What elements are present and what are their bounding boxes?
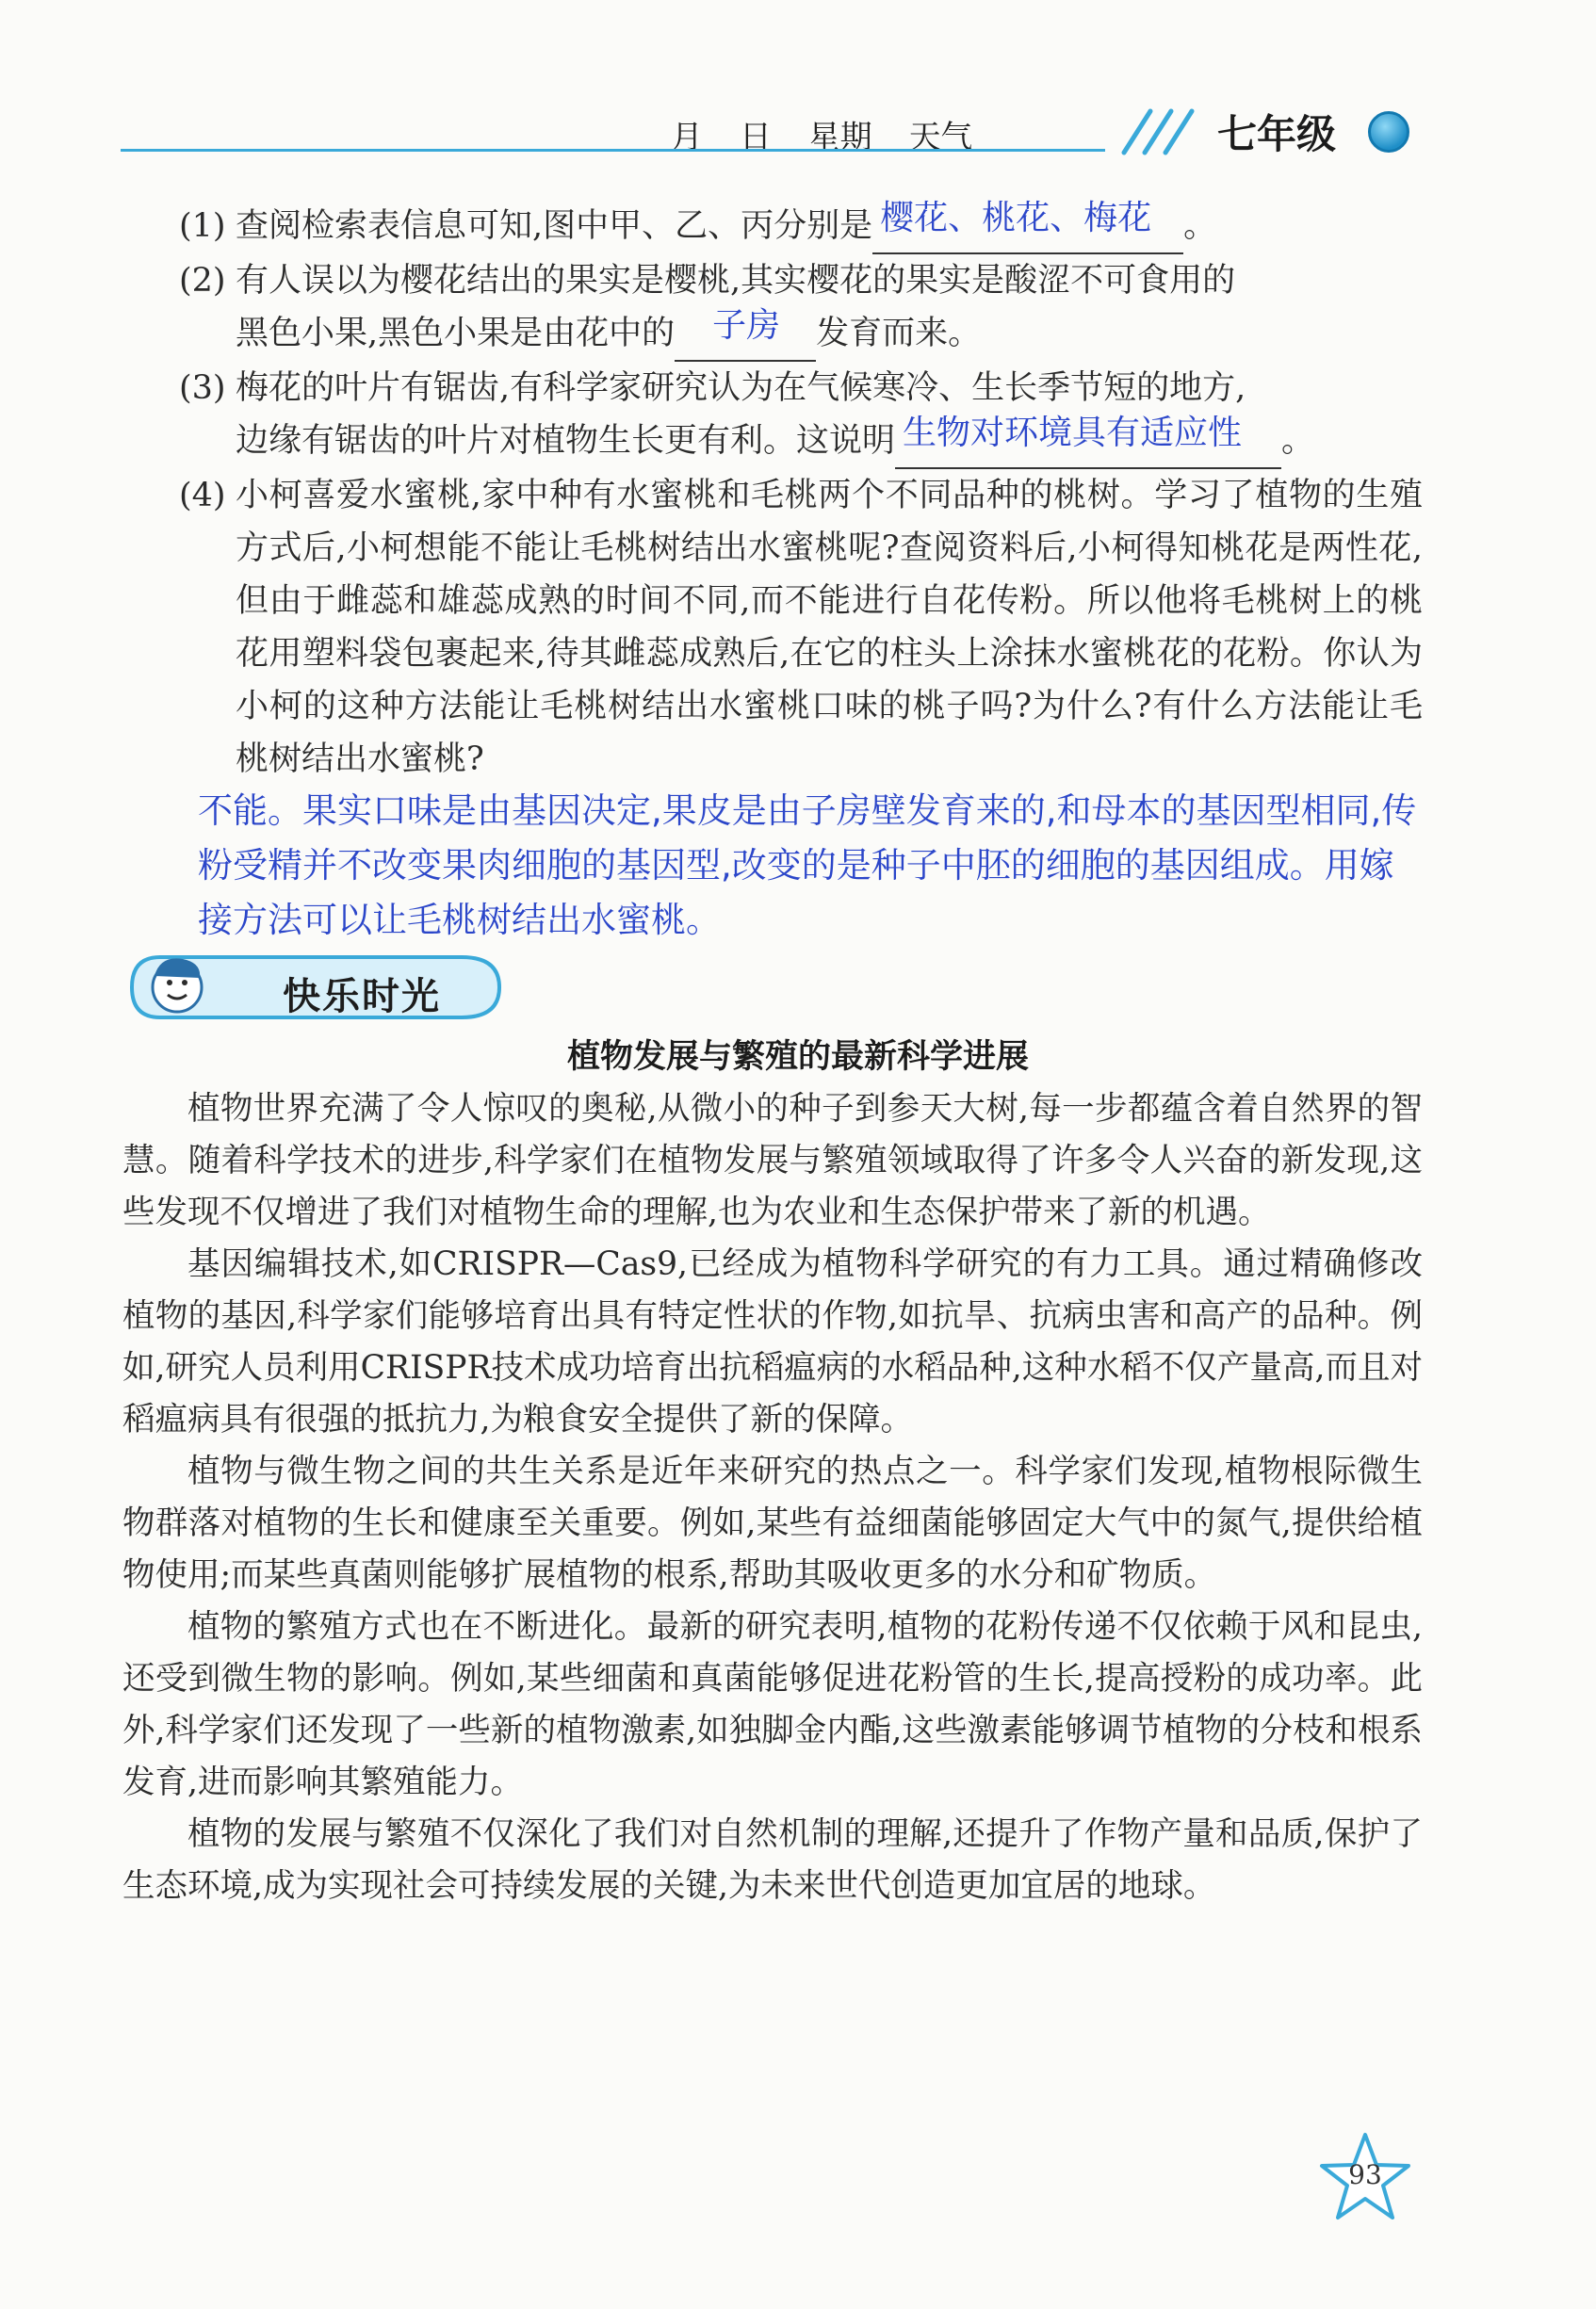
slash-decoration-icon xyxy=(1116,106,1201,158)
grade-label: 七年级 xyxy=(1217,111,1337,157)
header-weather: 天气 xyxy=(908,119,973,156)
handwritten-answer: 樱花、桃花、梅花 xyxy=(880,199,1152,237)
handwritten-answer-4: 不能。果实口味是由基因决定,果皮是由子房壁发育来的,和母本的基因型相同,传粉受精并不改变果肉细胞的基因型,改变的是种子中胚的细胞的基因组成。用嫁接方法可以让毛桃树结出水蜜桃。 xyxy=(198,790,1417,940)
question-text: 查阅检索表信息可知,图中甲、乙、丙分别是 xyxy=(236,207,873,245)
question-text: 黑色小果,黑色小果是由花中的 xyxy=(236,315,676,352)
answer-blank xyxy=(675,307,816,362)
article-paragraph: 植物与微生物之间的共生关系是近年来研究的热点之一。科学家们发现,植物根际微生物群落对植物的生长和健康至关重要。例如,某些有益细菌能够固定大气中的氮气,提供给植物使用;而某些真菌则能够扩展植物的根系,帮助其吸收更多的水分和矿物质。 xyxy=(122,1453,1423,1594)
page-number: 93 xyxy=(1348,2159,1382,2190)
header-day: 日 xyxy=(739,119,772,156)
question-3: (3) 梅花的叶片有锯齿,有科学家研究认为在气候寒冷、生长季节短的地方, 边缘有锯齿的叶片对植物生长更有利。这说明 生物对环境具有适应性 。 xyxy=(179,362,1423,469)
handwritten-answer: 生物对环境具有适应性 xyxy=(903,414,1243,452)
question-text: 小柯喜爱水蜜桃,家中种有水蜜桃和毛桃两个不同品种的桃树。学习了植物的生殖方式后,小柯想能不能让毛桃树结出水蜜桃呢?查阅资料后,小柯得知桃花是两性花,但由于雌蕊和雄蕊成熟的时间不同,而不能进行自花传粉。所以他将毛桃树上的桃花用塑料袋包裹起来,待其雌蕊成熟后,在它的柱头上涂抹水蜜桃花的花粉。你认为小柯的这种方法能让毛桃树结出水蜜桃口味的桃子吗?为什么?有什么方法能让毛桃树结出水蜜桃? xyxy=(236,477,1423,778)
article-paragraph: 植物世界充满了令人惊叹的奥秘,从微小的种子到参天大树,每一步都蕴含着自然界的智慧。随着科学技术的进步,科学家们在植物发展与繁殖领域取得了许多令人兴奋的新发现,这些发现不仅增进了我们对植物生命的理解,也为农业和生态保护带来了新的机遇。 xyxy=(122,1090,1423,1231)
article-paragraph: 基因编辑技术,如CRISPR—Cas9,已经成为植物科学研究的有力工具。通过精确修改植物的基因,科学家们能够培育出具有特定性状的作物,如抗旱、抗病虫害和高产的品种。例如,研究人员利用CRISPR技术成功培育出抗稻瘟病的水稻品种,这种水稻不仅产量高,而且对稻瘟病具有很强的抵抗力,为粮食安全提供了新的保障。 xyxy=(122,1245,1423,1439)
section-title: 快乐时光 xyxy=(283,975,441,1018)
question-number: (4) xyxy=(179,477,226,514)
answer-blank xyxy=(872,200,1183,254)
header-month: 月 xyxy=(671,119,703,156)
article-body xyxy=(122,1083,1423,1912)
question-1: (1) 查阅检索表信息可知,图中甲、乙、丙分别是 樱花、桃花、梅花 。 xyxy=(179,200,1423,254)
header-rule xyxy=(121,149,1105,152)
question-4 xyxy=(179,469,1423,786)
header-weekday: 星期 xyxy=(807,119,872,156)
question-number: (3) xyxy=(179,369,226,407)
question-number: (1) xyxy=(179,207,226,245)
answer-blank xyxy=(895,415,1281,469)
article-paragraph: 植物的发展与繁殖不仅深化了我们对自然机制的理解,还提升了作物产量和品质,保护了生态环境,成为实现社会可持续发展的关键,为未来世代创造更加宜居的地球。 xyxy=(122,1815,1423,1905)
article-paragraph: 植物的繁殖方式也在不断进化。最新的研究表明,植物的花粉传递不仅依赖于风和昆虫,还受到微生物的影响。例如,某些细菌和真菌能够促进花粉管的生长,提高授粉的成功率。此外,科学家们还发现了一些新的植物激素,如独脚金内酯,这些激素能够调节植物的分枝和根系发育,进而影响其繁殖能力。 xyxy=(122,1608,1423,1801)
handwritten-answer: 子房 xyxy=(712,306,781,345)
article-title: 植物发展与繁殖的最新科学进展 xyxy=(566,1038,1029,1076)
grade-dot-icon xyxy=(1368,111,1409,153)
question-number: (2) xyxy=(179,262,226,300)
question-text: 有人误以为樱花结出的果实是樱桃,其实樱花的果实是酸涩不可食用的 xyxy=(236,262,1236,300)
question-text: 边缘有锯齿的叶片对植物生长更有利。这说明 xyxy=(236,422,896,460)
question-text: 梅花的叶片有锯齿,有科学家研究认为在气候寒冷、生长季节短的地方, xyxy=(236,369,1246,407)
question-2: (2) 有人误以为樱花结出的果实是樱桃,其实樱花的果实是酸涩不可食用的 黑色小果,黑色小果是由花中的 子房 发育而来。 xyxy=(179,254,1423,362)
